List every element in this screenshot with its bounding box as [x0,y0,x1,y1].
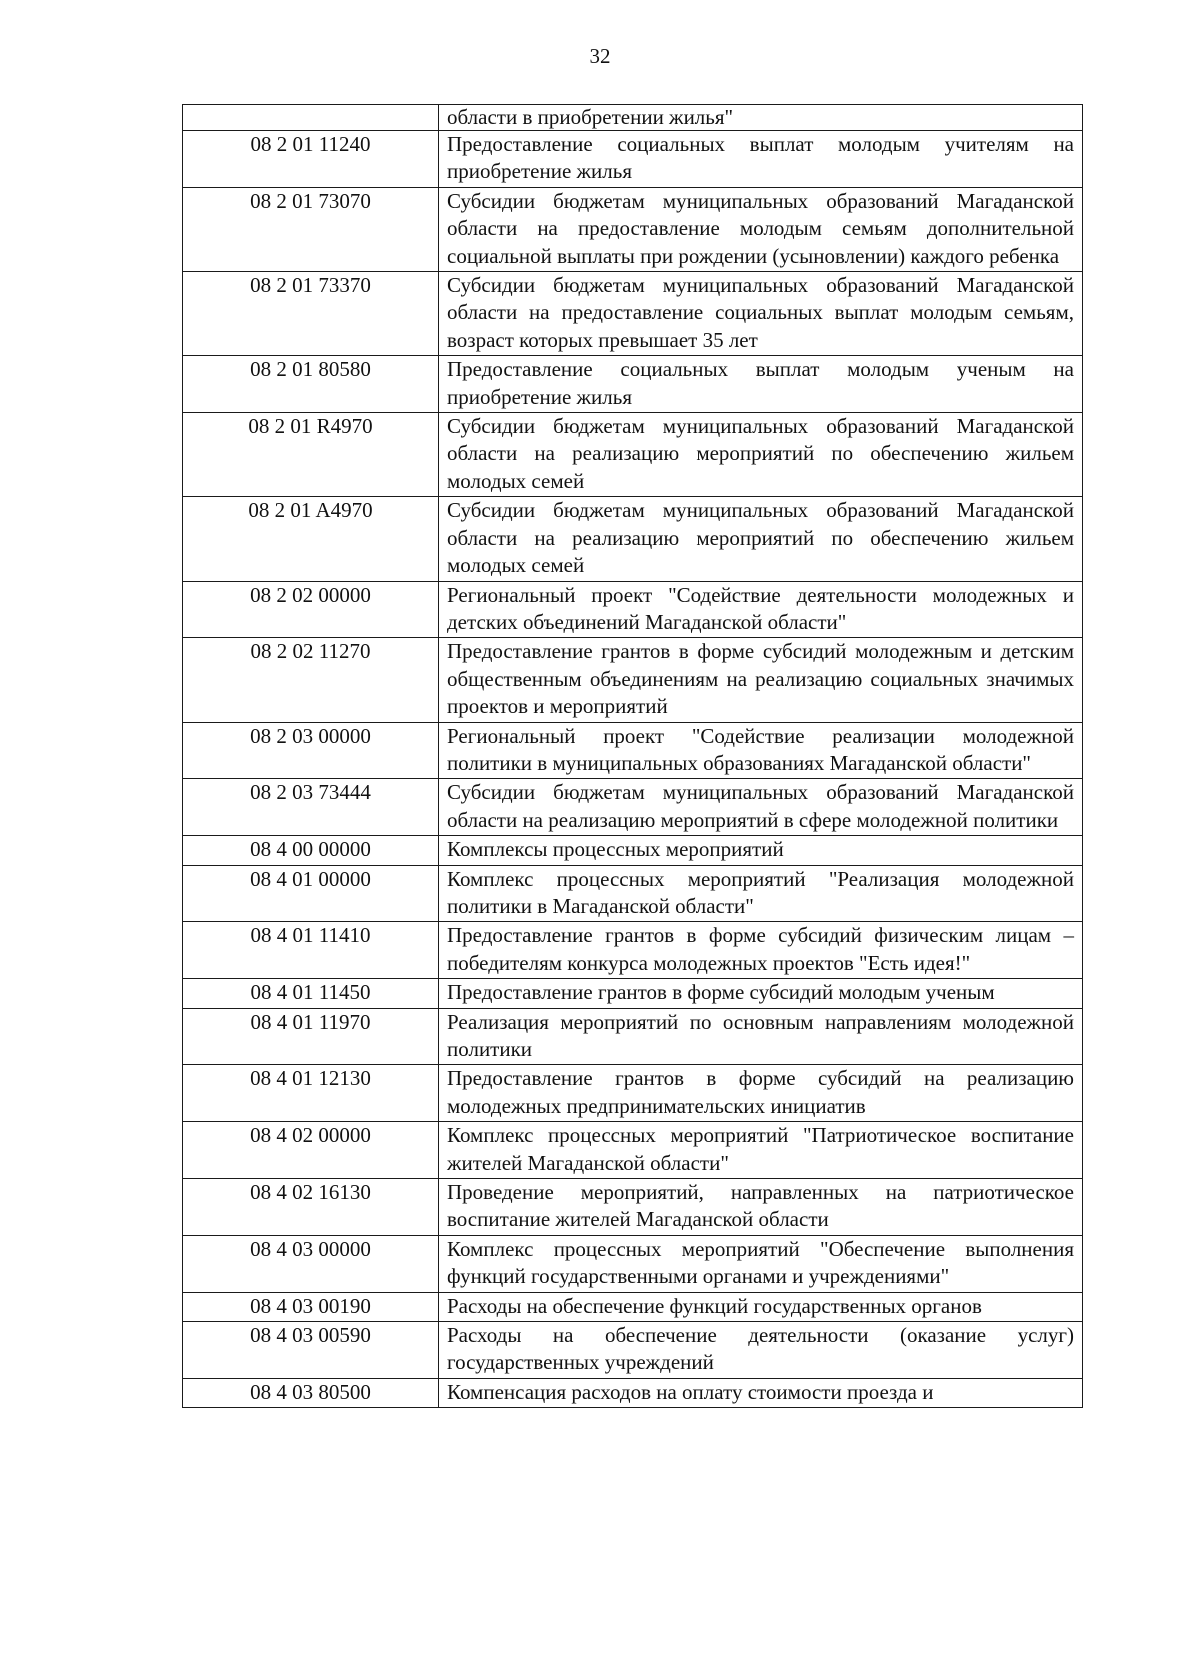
target-article-code: 08 4 03 00000 [183,1235,439,1292]
target-article-description: Предоставление грантов в форме субсидий молодым ученым [439,979,1083,1008]
target-article-code: 08 2 01 11240 [183,131,439,188]
target-article-code [183,105,439,131]
table-row [183,272,1083,356]
target-article-description: Расходы на обеспечение функций государственных органов [439,1292,1083,1321]
target-article-code: 08 4 01 11410 [183,922,439,979]
target-article-code: 08 2 01 R4970 [183,413,439,497]
table-row [183,1378,1083,1407]
target-article-description: области в приобретении жилья" [439,105,1083,131]
table-row [183,722,1083,779]
target-article-code: 08 4 00 00000 [183,836,439,865]
target-article-code: 08 4 03 00190 [183,1292,439,1321]
target-article-description: Субсидии бюджетам муниципальных образований Магаданской области на реализацию мероприятий по обеспечению жильем молодых семей [439,497,1083,581]
target-article-description: Региональный проект "Содействие реализации молодежной политики в муниципальных образованиях Магаданской области" [439,722,1083,779]
table-row [183,1122,1083,1179]
table-row [183,497,1083,581]
table-row [183,131,1083,188]
table-row [183,1292,1083,1321]
target-article-code: 08 2 03 00000 [183,722,439,779]
table-row [183,979,1083,1008]
table-row [183,581,1083,638]
table-row [183,865,1083,922]
target-article-code: 08 4 01 11450 [183,979,439,1008]
table-row [183,356,1083,413]
target-article-code: 08 2 02 00000 [183,581,439,638]
target-article-code: 08 2 02 11270 [183,638,439,722]
target-article-code: 08 4 01 00000 [183,865,439,922]
target-article-description: Региональный проект "Содействие деятельности молодежных и детских объединений Магаданской области" [439,581,1083,638]
target-article-description: Субсидии бюджетам муниципальных образований Магаданской области на реализацию мероприятий по обеспечению жильем молодых семей [439,413,1083,497]
target-article-description: Предоставление грантов в форме субсидий молодежным и детским общественным объединениям на реализацию социальных значимых проектов и мероприятий [439,638,1083,722]
table-row [183,1179,1083,1236]
target-article-code: 08 4 02 16130 [183,1179,439,1236]
target-article-description: Расходы на обеспечение деятельности (оказание услуг) государственных учреждений [439,1322,1083,1379]
target-article-code: 08 2 01 73070 [183,187,439,271]
table-row [183,922,1083,979]
target-article-description: Предоставление социальных выплат молодым ученым на приобретение жилья [439,356,1083,413]
target-article-description: Реализация мероприятий по основным направлениям молодежной политики [439,1008,1083,1065]
table-row [183,836,1083,865]
budget-classification-table [182,104,1083,1408]
target-article-code: 08 4 03 80500 [183,1378,439,1407]
page-number: 32 [589,44,611,68]
target-article-description: Комплекс процессных мероприятий "Реализация молодежной политики в Магаданской области" [439,865,1083,922]
table-row [183,638,1083,722]
target-article-code: 08 2 03 73444 [183,779,439,836]
target-article-description: Субсидии бюджетам муниципальных образований Магаданской области на предоставление социальных выплат молодым семьям, возраст которых превышает 35 лет [439,272,1083,356]
target-article-code: 08 2 01 A4970 [183,497,439,581]
target-article-code: 08 4 03 00590 [183,1322,439,1379]
target-article-description: Предоставление социальных выплат молодым учителям на приобретение жилья [439,131,1083,188]
target-article-description: Предоставление грантов в форме субсидий физическим лицам – победителям конкурса молодежных проектов "Есть идея!" [439,922,1083,979]
target-article-description: Субсидии бюджетам муниципальных образований Магаданской области на реализацию мероприятий в сфере молодежной политики [439,779,1083,836]
target-article-code: 08 2 01 73370 [183,272,439,356]
target-article-description: Компенсация расходов на оплату стоимости проезда и [439,1378,1083,1407]
target-article-description: Комплекс процессных мероприятий "Обеспечение выполнения функций государственными органами и учреждениями" [439,1235,1083,1292]
table-row [183,1235,1083,1292]
table-row [183,1065,1083,1122]
target-article-code: 08 4 01 12130 [183,1065,439,1122]
target-article-description: Проведение мероприятий, направленных на патриотическое воспитание жителей Магаданской области [439,1179,1083,1236]
table-body [183,105,1083,1408]
table-row [183,1322,1083,1379]
target-article-code: 08 2 01 80580 [183,356,439,413]
target-article-description: Комплексы процессных мероприятий [439,836,1083,865]
table-row [183,187,1083,271]
table-row [183,105,1083,131]
target-article-code: 08 4 02 00000 [183,1122,439,1179]
table-row [183,1008,1083,1065]
table-row [183,413,1083,497]
table-row [183,779,1083,836]
target-article-description: Субсидии бюджетам муниципальных образований Магаданской области на предоставление молодым семьям дополнительной социальной выплаты при рождении (усыновлении) каждого ребенка [439,187,1083,271]
target-article-description: Комплекс процессных мероприятий "Патриотическое воспитание жителей Магаданской области" [439,1122,1083,1179]
target-article-code: 08 4 01 11970 [183,1008,439,1065]
target-article-description: Предоставление грантов в форме субсидий на реализацию молодежных предпринимательских инициатив [439,1065,1083,1122]
